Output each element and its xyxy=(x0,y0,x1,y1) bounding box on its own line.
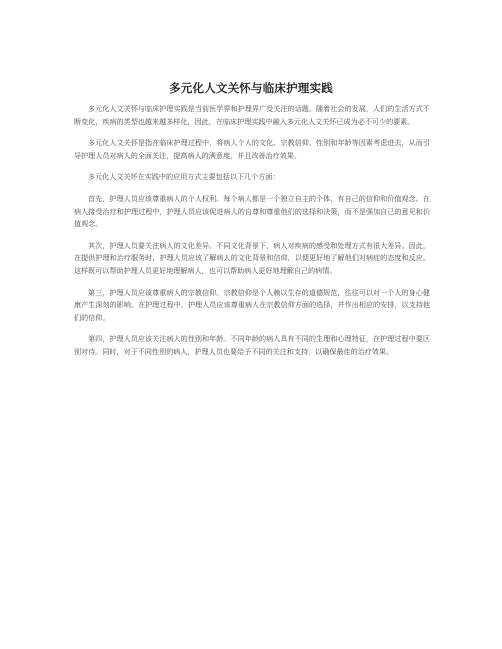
paragraph-intro: 多元化人文关怀与临床护理实践是当前医学界和护理界广受关注的话题。随着社会的发展，人们的生活方式不断变化，疾病的类型也越来越多样化，因此，在临床护理实践中融入多元化人文关怀已成为必不可少的要素。 xyxy=(74,104,430,126)
paragraph-fourth: 第四，护理人员应该关注病人的性别和年龄。不同年龄的病人具有不同的生理和心理特征，在护理过程中要区别对待。同时，对于不同性别的病人，护理人员也要给予不同的关注和支持，以确保最佳的治疗效果。 xyxy=(74,334,430,356)
paragraph-first: 首先，护理人员应该尊重病人的个人权利。每个病人都是一个独立自主的个体，有自己的信仰和价值观念。在病人接受治疗和护理过程中，护理人员应该促进病人的自尊和尊重他们的选择和决策，而不是强加自己的意见和价值观念。 xyxy=(74,193,430,229)
document-body xyxy=(74,103,430,368)
paragraph-definition: 多元化人文关怀是指在临床护理过程中，将病人个人的文化、宗教信仰、性别和年龄等因素考虑进去，从而引导护理人员对病人的全面关注，提高病人的满意度，并且改善治疗效果。 xyxy=(74,138,430,160)
paragraph-overview: 多元化人文关怀在实践中的应用方式主要包括以下几个方面： xyxy=(88,172,280,182)
document-title: 多元化人文关怀与临床护理实践 xyxy=(169,81,333,95)
paragraph-third: 第三，护理人员应该尊重病人的宗教信仰。宗教信仰是个人赖以生存的道德规范，往往可以对一个人的身心健康产生深刻的影响。在护理过程中，护理人员应该尊重病人在宗教信仰方面的选择，并作出相应的安排，以支持他们的信仰。 xyxy=(74,287,430,322)
paragraph-second: 其次，护理人员要关注病人的文化差异。不同文化背景下，病人对疾病的感受和处理方式有很大差异。因此，在提供护理和治疗服务时，护理人员应该了解病人的文化背景和信仰，以便更好地了解他们对病症的态度和反应。这样既可以帮助护理人员更好地理解病人，也可以帮助病人更好地理解自己的病情。 xyxy=(74,240,430,275)
